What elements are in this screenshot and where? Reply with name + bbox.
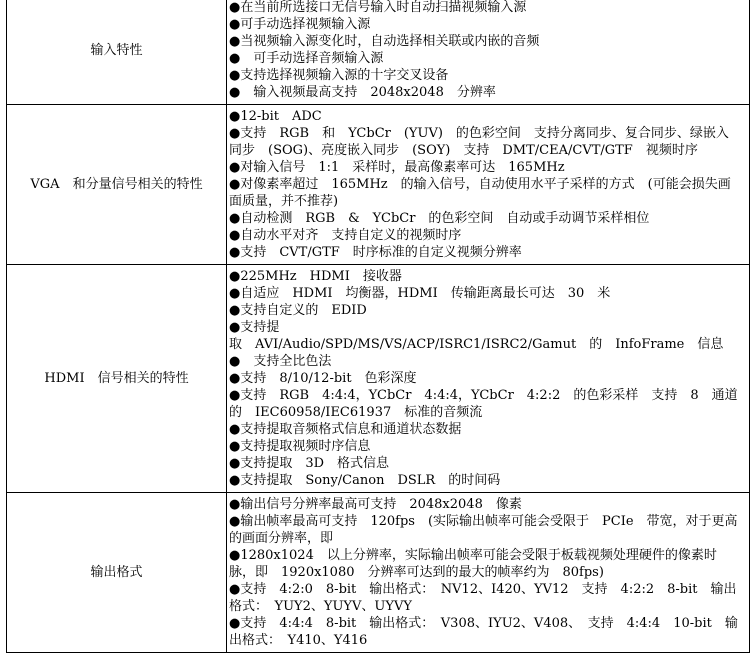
feature-description-cell (227, 0, 750, 105)
description-line: ● 支持全比色法 (229, 354, 332, 369)
description-line: ●支持自定义的 EDID (229, 303, 367, 318)
description-line: ●225MHz HDMI 接收器 (229, 269, 402, 284)
feature-description-cell (227, 265, 750, 493)
description-line: ●对输入信号 1:1 采样时，最高像素率可达 165MHz (229, 160, 565, 175)
description-line: ●支持提取 3D 格式信息 (229, 456, 390, 471)
description-line: ●可手动选择视频输入源 (229, 17, 371, 32)
description-line: ● 可手动选择音频输入源 (229, 51, 384, 66)
description-line: ●自适应 HDMI 均衡器，HDMI 传输距离最长可达 30 米 (229, 286, 611, 301)
row-vga-component-features (7, 105, 750, 265)
description-line: ●当视频输入源变化时，自动选择相关联或内嵌的音频 (229, 34, 540, 49)
description-line: ●输出信号分辨率最高可支持 2048x2048 像素 (229, 497, 522, 512)
feature-name-cell: 输出格式 (7, 493, 227, 653)
row-hdmi-features (7, 265, 750, 493)
spec-document (6, 0, 750, 653)
description-line: ● 输入视频最高支持 2048x2048 分辨率 (229, 85, 496, 100)
description-line: ●支持选择视频输入源的十字交叉设备 (229, 68, 449, 83)
feature-name-cell: HDMI 信号相关的特性 (7, 265, 227, 493)
description-line: ●12-bit ADC (229, 109, 322, 124)
description-line: ●支持 4:2:0 8-bit 输出格式： NV12、I420、YV12 支持 4:2:2 8-bit 输出格式： YUY2、YUYV、UYVY (229, 582, 737, 614)
description-line: ●支持 4:4:4 8-bit 输出格式： V308、IYU2、V408、 支持 4:4:4 10-bit 输出格式： Y410、Y416 (229, 616, 738, 648)
row-input-features (7, 0, 750, 105)
description-line: ●支持 RGB 和 YCbCr (YUV) 的色彩空间 支持分离同步、复合同步、绿嵌入同步 (SOG)、亮度嵌入同步 (SOY) 支持 DMT/CEA/CVT/GTF 视频时序 (229, 126, 729, 158)
description-line: ●支持提取音频格式信息和通道状态数据 (229, 422, 462, 437)
feature-name-cell: VGA 和分量信号相关的特性 (7, 105, 227, 265)
description-line: ●支持 RGB 4:4:4，YCbCr 4:4:4，YCbCr 4:2:2 的色彩采样 支持 8 通道的 IEC60958/IEC61937 标准的音频流 (229, 388, 738, 420)
spec-table (6, 0, 750, 653)
feature-description-cell (227, 493, 750, 653)
description-line: ●支持 8/10/12-bit 色彩深度 (229, 371, 417, 386)
description-line: ●支持提取视频时序信息 (229, 439, 371, 454)
row-output-format (7, 493, 750, 653)
feature-name-cell: 输入特性 (7, 0, 227, 105)
description-line: ●支持提 (229, 320, 280, 335)
description-line: ●自动检测 RGB & YCbCr 的色彩空间 自动或手动调节采样相位 (229, 211, 650, 226)
description-line: ●自动水平对齐 支持自定义的视频时序 (229, 228, 462, 243)
description-line: ●输出帧率最高可支持 120fps (实际输出帧率可能会受限于 PCIe 带宽，对于更高的画面分辨率，即 (229, 514, 738, 546)
feature-description-cell (227, 105, 750, 265)
description-line: ●在当前所选接口无信号输入时自动扫描视频输入源 (229, 0, 527, 15)
description-line: ●支持提取 Sony/Canon DSLR 的时间码 (229, 473, 501, 488)
description-line: ●支持 CVT/GTF 时序标准的自定义视频分辨率 (229, 245, 522, 260)
description-line: 取 AVI/Audio/SPD/MS/VS/ACP/ISRC1/ISRC2/Gamut 的 InfoFrame 信息 (229, 337, 724, 352)
description-line: ●对像素率超过 165MHz 的输入信号，自动使用水平子采样的方式 (可能会损失画面质量，并不推荐) (229, 177, 731, 209)
description-line: ●1280x1024 以上分辨率，实际输出帧率可能会受限于板载视频处理硬件的像素时脉，即 1920x1080 分辨率可达到的最大的帧率约为 80fps) (229, 548, 717, 580)
